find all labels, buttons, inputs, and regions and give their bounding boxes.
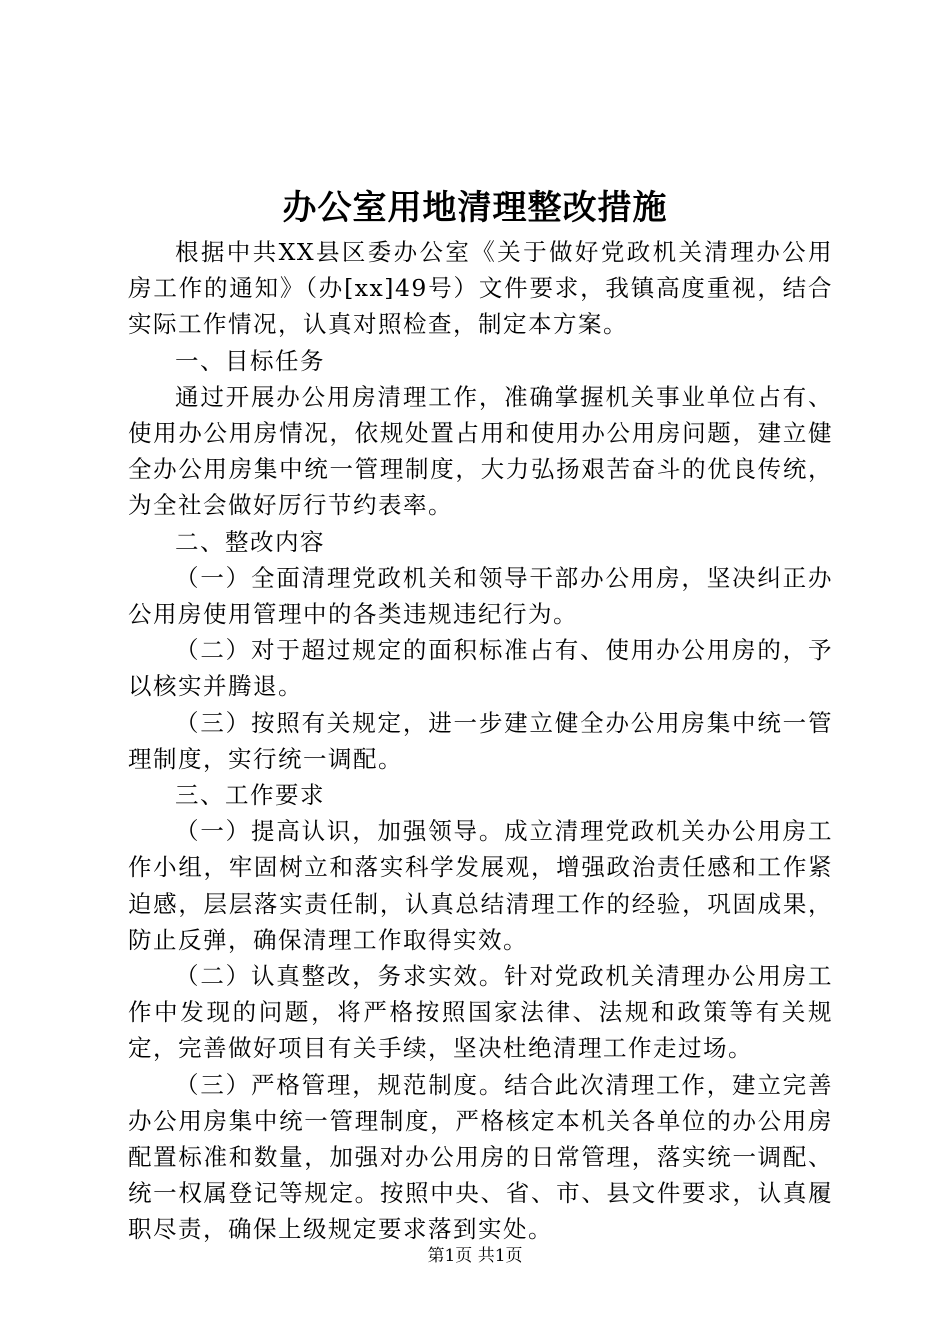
intro-paragraph: 根据中共XX县区委办公室《关于做好党政机关清理办公用房工作的通知》（办[xx]49号）文件要求，我镇高度重视，结合实际工作情况，认真对照检查，制定本方案。 (128, 238, 833, 339)
requirement-item-2: （二）认真整改，务求实效。针对党政机关清理办公用房工作中发现的问题，将严格按照国家法律、法规和政策等有关规定，完善做好项目有关手续，坚决杜绝清理工作走过场。 (128, 962, 833, 1063)
section-heading-goals: 一、目标任务 (175, 346, 325, 375)
document-body (128, 234, 833, 1248)
page-number-footer: 第1页 共1页 (427, 1246, 523, 1266)
requirement-item-1: （一）提高认识，加强领导。成立清理党政机关办公用房工作小组，牢固树立和落实科学发展观，增强政治责任感和工作紧迫感，层层落实责任制，认真总结清理工作的经验，巩固成果，防止反弹，确保清理工作取得实效。 (128, 817, 833, 954)
section-heading-rectification: 二、整改内容 (175, 527, 325, 556)
goals-paragraph: 通过开展办公用房清理工作，准确掌握机关事业单位占有、使用办公用房情况，依规处置占用和使用办公用房问题，建立健全办公用房集中统一管理制度，大力弘扬艰苦奋斗的优良传统，为全社会做好厉行节约表率。 (128, 382, 833, 520)
rectification-item-1: （一）全面清理党政机关和领导干部办公用房，坚决纠正办公用房使用管理中的各类违规违纪行为。 (128, 563, 833, 629)
rectification-item-2: （二）对于超过规定的面积标准占有、使用办公用房的，予以核实并腾退。 (128, 636, 833, 701)
section-heading-requirements: 三、工作要求 (175, 781, 325, 810)
requirement-item-3: （三）严格管理，规范制度。结合此次清理工作，建立完善办公用房集中统一管理制度，严格核定本机关各单位的办公用房配置标准和数量，加强对办公用房的日常管理，落实统一调配、统一权属登记等规定。按照中央、省、市、县文件要求，认真履职尽责，确保上级规定要求落到实处。 (128, 1070, 833, 1244)
rectification-item-3: （三）按照有关规定，进一步建立健全办公用房集中统一管理制度，实行统一调配。 (128, 708, 833, 773)
document-title: 办公室用地清理整改措施 (282, 188, 668, 228)
